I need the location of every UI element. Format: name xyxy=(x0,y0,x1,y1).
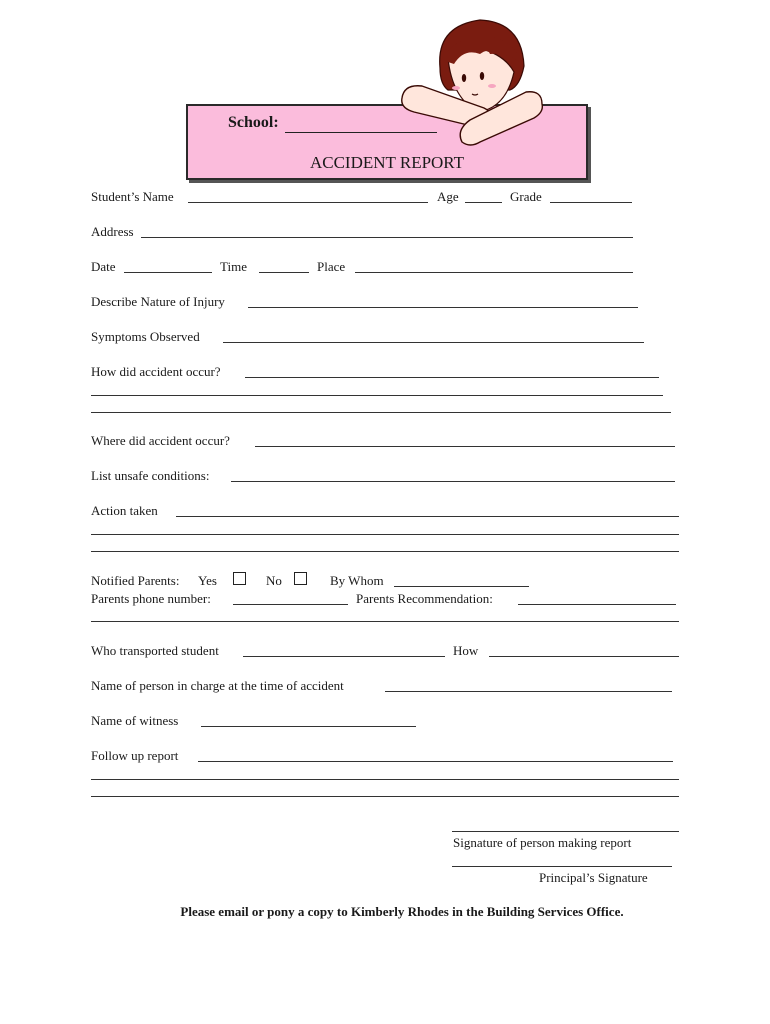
where-occur-field[interactable] xyxy=(255,446,675,447)
principal-signature-label: Principal’s Signature xyxy=(539,870,648,885)
age-field[interactable] xyxy=(465,202,502,203)
recommendation-field[interactable] xyxy=(518,604,676,605)
grade-label: Grade xyxy=(510,189,542,204)
recommendation-line-2[interactable] xyxy=(91,621,679,622)
yes-checkbox[interactable] xyxy=(233,572,246,585)
by-whom-field[interactable] xyxy=(394,586,529,587)
witness-field[interactable] xyxy=(201,726,416,727)
student-name-field[interactable] xyxy=(188,202,428,203)
action-label: Action taken xyxy=(91,503,158,518)
how-label: How xyxy=(453,643,479,658)
how-occur-line-3[interactable] xyxy=(91,412,671,413)
unsafe-label: List unsafe conditions: xyxy=(91,468,210,483)
phone-label: Parents phone number: xyxy=(91,591,211,606)
follow-up-field[interactable] xyxy=(198,761,673,762)
symptoms-field[interactable] xyxy=(223,342,644,343)
follow-up-line-2[interactable] xyxy=(91,779,679,780)
address-field[interactable] xyxy=(141,237,633,238)
action-line-2[interactable] xyxy=(91,534,679,535)
no-label: No xyxy=(266,573,282,588)
how-field[interactable] xyxy=(489,656,679,657)
action-line-3[interactable] xyxy=(91,551,679,552)
date-field[interactable] xyxy=(124,272,212,273)
action-field[interactable] xyxy=(176,516,679,517)
injury-field[interactable] xyxy=(248,307,638,308)
time-label: Time xyxy=(220,259,247,274)
transported-field[interactable] xyxy=(243,656,445,657)
reporter-signature-field[interactable] xyxy=(452,831,679,832)
phone-field[interactable] xyxy=(233,604,348,605)
school-label: School: xyxy=(228,114,279,131)
how-occur-label: How did accident occur? xyxy=(91,364,221,379)
witness-label: Name of witness xyxy=(91,713,179,728)
symptoms-label: Symptoms Observed xyxy=(91,329,200,344)
follow-up-label: Follow up report xyxy=(91,748,179,763)
child-peeking-icon xyxy=(392,8,552,168)
reporter-signature-label: Signature of person making report xyxy=(453,835,632,850)
place-label: Place xyxy=(317,259,346,274)
principal-signature-field[interactable] xyxy=(452,866,672,867)
in-charge-field[interactable] xyxy=(385,691,672,692)
place-field[interactable] xyxy=(355,272,633,273)
age-label: Age xyxy=(437,189,459,204)
where-occur-label: Where did accident occur? xyxy=(91,433,230,448)
how-occur-field[interactable] xyxy=(245,377,659,378)
by-whom-label: By Whom xyxy=(330,573,384,588)
date-label: Date xyxy=(91,259,116,274)
no-checkbox[interactable] xyxy=(294,572,307,585)
time-field[interactable] xyxy=(259,272,309,273)
yes-label: Yes xyxy=(198,573,217,588)
in-charge-label: Name of person in charge at the time of accident xyxy=(91,678,344,693)
transported-label: Who transported student xyxy=(91,643,219,658)
student-name-label: Student’s Name xyxy=(91,189,174,204)
footer-note: Please email or pony a copy to Kimberly Rhodes in the Building Services Office. xyxy=(180,904,624,919)
how-occur-line-2[interactable] xyxy=(91,395,663,396)
unsafe-field[interactable] xyxy=(231,481,675,482)
address-label: Address xyxy=(91,224,134,239)
recommendation-label: Parents Recommendation: xyxy=(356,591,493,606)
follow-up-line-3[interactable] xyxy=(91,796,679,797)
injury-label: Describe Nature of Injury xyxy=(91,294,225,309)
grade-field[interactable] xyxy=(550,202,632,203)
report-title-text: ACCIDENT REPORT xyxy=(309,153,465,172)
notified-label: Notified Parents: xyxy=(91,573,180,588)
